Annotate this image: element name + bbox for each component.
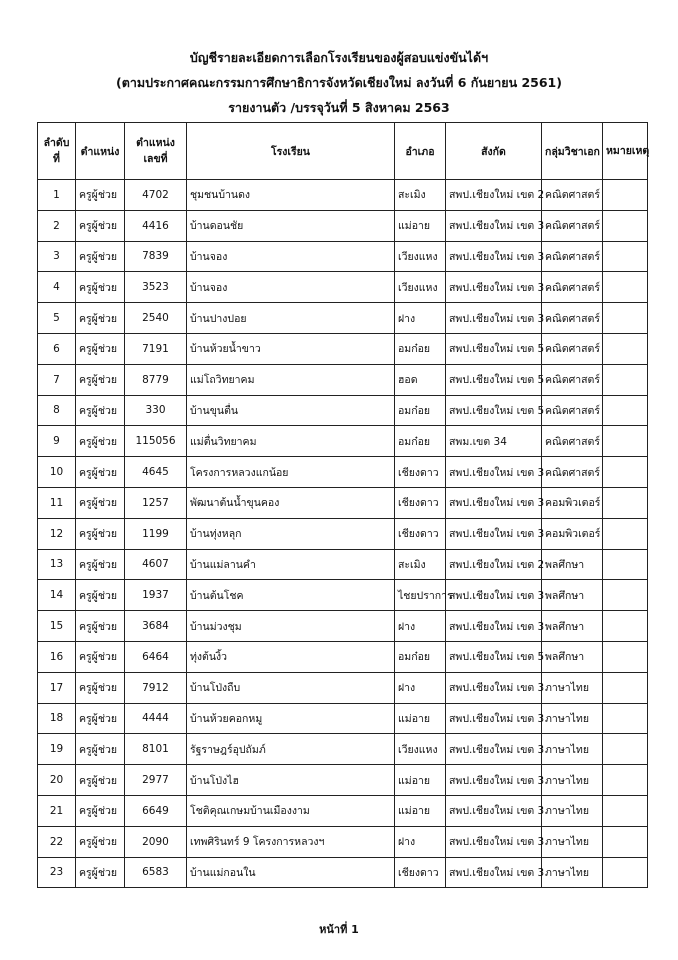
cell-position: ครูผู้ช่วย <box>76 826 125 857</box>
cell-subject: คณิตศาสตร์ <box>542 272 603 303</box>
cell-school: บ้านห้วยน้ำขาว <box>187 333 395 364</box>
cell-position-no: 6583 <box>125 857 187 888</box>
cell-position: ครูผู้ช่วย <box>76 611 125 642</box>
cell-position: ครูผู้ช่วย <box>76 580 125 611</box>
table-row <box>38 303 648 334</box>
cell-district: แม่อาย <box>395 765 446 796</box>
cell-subject: ภาษาไทย <box>542 734 603 765</box>
cell-no: 7 <box>38 364 76 395</box>
cell-district: ไชยปราการ <box>395 580 446 611</box>
cell-position: ครูผู้ช่วย <box>76 333 125 364</box>
cell-position: ครูผู้ช่วย <box>76 765 125 796</box>
cell-district: แม่อาย <box>395 703 446 734</box>
table-row <box>38 395 648 426</box>
cell-position-no: 7912 <box>125 672 187 703</box>
cell-no: 9 <box>38 426 76 457</box>
table-row <box>38 210 648 241</box>
col-header-no: ลำดับที่ <box>38 123 76 180</box>
table-row <box>38 180 648 211</box>
table-row <box>38 672 648 703</box>
table-row <box>38 549 648 580</box>
cell-remark <box>603 364 648 395</box>
cell-district: เวียงแหง <box>395 734 446 765</box>
cell-position: ครูผู้ช่วย <box>76 549 125 580</box>
table-row <box>38 426 648 457</box>
cell-no: 12 <box>38 518 76 549</box>
cell-subject: คอมพิวเตอร์ <box>542 518 603 549</box>
cell-subject: คณิตศาสตร์ <box>542 395 603 426</box>
cell-position: ครูผู้ช่วย <box>76 395 125 426</box>
cell-no: 20 <box>38 765 76 796</box>
cell-no: 14 <box>38 580 76 611</box>
cell-position-no: 2977 <box>125 765 187 796</box>
cell-no: 18 <box>38 703 76 734</box>
cell-subject: ภาษาไทย <box>542 795 603 826</box>
cell-subject: คณิตศาสตร์ <box>542 426 603 457</box>
cell-no: 15 <box>38 611 76 642</box>
cell-affiliation: สพป.เชียงใหม่ เขต 3 <box>446 210 542 241</box>
cell-subject: ภาษาไทย <box>542 672 603 703</box>
table-row <box>38 611 648 642</box>
cell-no: 11 <box>38 487 76 518</box>
cell-district: อมก๋อย <box>395 641 446 672</box>
cell-remark <box>603 518 648 549</box>
cell-subject: ภาษาไทย <box>542 826 603 857</box>
cell-affiliation: สพป.เชียงใหม่ เขต 3 <box>446 580 542 611</box>
cell-affiliation: สพป.เชียงใหม่ เขต 3 <box>446 672 542 703</box>
cell-school: โชติคุณเกษมบ้านเมืองงาม <box>187 795 395 826</box>
col-header-affiliation: สังกัด <box>446 123 542 180</box>
cell-affiliation: สพป.เชียงใหม่ เขต 3 <box>446 857 542 888</box>
col-header-position: ตำแหน่ง <box>76 123 125 180</box>
cell-remark <box>603 333 648 364</box>
table-row <box>38 857 648 888</box>
col-header-school: โรงเรียน <box>187 123 395 180</box>
cell-school: บ้านจอง <box>187 272 395 303</box>
cell-remark <box>603 426 648 457</box>
cell-district: ฝาง <box>395 611 446 642</box>
cell-subject: พลศึกษา <box>542 549 603 580</box>
table-row <box>38 734 648 765</box>
cell-no: 22 <box>38 826 76 857</box>
cell-subject: พลศึกษา <box>542 580 603 611</box>
cell-subject: คณิตศาสตร์ <box>542 180 603 211</box>
cell-school: โครงการหลวงแกน้อย <box>187 457 395 488</box>
cell-affiliation: สพป.เชียงใหม่ เขต 2 <box>446 180 542 211</box>
cell-affiliation: สพป.เชียงใหม่ เขต 3 <box>446 826 542 857</box>
cell-position: ครูผู้ช่วย <box>76 734 125 765</box>
cell-affiliation: สพป.เชียงใหม่ เขต 5 <box>446 641 542 672</box>
cell-district: เวียงแหง <box>395 272 446 303</box>
cell-remark <box>603 641 648 672</box>
table-row <box>38 580 648 611</box>
cell-district: เชียงดาว <box>395 518 446 549</box>
cell-remark <box>603 857 648 888</box>
table-row <box>38 641 648 672</box>
cell-affiliation: สพป.เชียงใหม่ เขต 3 <box>446 518 542 549</box>
cell-no: 23 <box>38 857 76 888</box>
col-header-subject: กลุ่มวิชาเอก <box>542 123 603 180</box>
cell-position: ครูผู้ช่วย <box>76 457 125 488</box>
table-row <box>38 518 648 549</box>
cell-school: บ้านปางปอย <box>187 303 395 334</box>
cell-position-no: 6464 <box>125 641 187 672</box>
table-row <box>38 703 648 734</box>
cell-school: บ้านต้นโชค <box>187 580 395 611</box>
cell-remark <box>603 395 648 426</box>
cell-district: เชียงดาว <box>395 457 446 488</box>
cell-school: บ้านม่วงชุม <box>187 611 395 642</box>
cell-district: อมก๋อย <box>395 333 446 364</box>
cell-remark <box>603 765 648 796</box>
cell-position-no: 3523 <box>125 272 187 303</box>
cell-remark <box>603 210 648 241</box>
cell-affiliation: สพป.เชียงใหม่ เขต 3 <box>446 457 542 488</box>
cell-subject: ภาษาไทย <box>542 857 603 888</box>
cell-subject: คณิตศาสตร์ <box>542 303 603 334</box>
cell-position: ครูผู้ช่วย <box>76 703 125 734</box>
cell-subject: คอมพิวเตอร์ <box>542 487 603 518</box>
cell-subject: คณิตศาสตร์ <box>542 210 603 241</box>
cell-district: ฮอด <box>395 364 446 395</box>
cell-position: ครูผู้ช่วย <box>76 180 125 211</box>
cell-no: 4 <box>38 272 76 303</box>
cell-school: เทพศิรินทร์ 9 โครงการหลวงฯ <box>187 826 395 857</box>
cell-remark <box>603 549 648 580</box>
cell-affiliation: สพป.เชียงใหม่ เขต 5 <box>446 395 542 426</box>
cell-no: 6 <box>38 333 76 364</box>
cell-affiliation: สพป.เชียงใหม่ เขต 3 <box>446 611 542 642</box>
cell-district: ฝาง <box>395 303 446 334</box>
cell-subject: พลศึกษา <box>542 641 603 672</box>
cell-remark <box>603 272 648 303</box>
cell-no: 8 <box>38 395 76 426</box>
cell-position: ครูผู้ช่วย <box>76 426 125 457</box>
cell-position-no: 330 <box>125 395 187 426</box>
cell-subject: ภาษาไทย <box>542 765 603 796</box>
cell-school: บ้านขุนตื่น <box>187 395 395 426</box>
table-row <box>38 826 648 857</box>
table-row <box>38 272 648 303</box>
cell-district: สะเมิง <box>395 549 446 580</box>
cell-school: แม่ตื่นวิทยาคม <box>187 426 395 457</box>
announcement-reference: (ตามประกาศคณะกรรมการศึกษาธิการจังหวัดเชียงใหม่ ลงวันที่ 6 กันยายน 2561) <box>116 75 562 90</box>
cell-position-no: 2090 <box>125 826 187 857</box>
cell-affiliation: สพป.เชียงใหม่ เขต 3 <box>446 272 542 303</box>
cell-position-no: 8779 <box>125 364 187 395</box>
cell-remark <box>603 487 648 518</box>
col-header-position-no: ตำแหน่งเลขที่ <box>125 123 187 180</box>
cell-no: 2 <box>38 210 76 241</box>
cell-affiliation: สพป.เชียงใหม่ เขต 3 <box>446 487 542 518</box>
cell-position-no: 1199 <box>125 518 187 549</box>
cell-no: 19 <box>38 734 76 765</box>
cell-position-no: 8101 <box>125 734 187 765</box>
page-number: หน้าที่ 1 <box>319 923 359 936</box>
cell-affiliation: สพป.เชียงใหม่ เขต 2 <box>446 549 542 580</box>
cell-no: 1 <box>38 180 76 211</box>
col-header-remark: หมายเหตุ <box>603 123 648 180</box>
cell-affiliation: สพป.เชียงใหม่ เขต 5 <box>446 364 542 395</box>
cell-no: 5 <box>38 303 76 334</box>
cell-affiliation: สพป.เชียงใหม่ เขต 3 <box>446 795 542 826</box>
table-row <box>38 241 648 272</box>
cell-no: 16 <box>38 641 76 672</box>
cell-district: แม่อาย <box>395 795 446 826</box>
cell-no: 3 <box>38 241 76 272</box>
cell-remark <box>603 457 648 488</box>
cell-position: ครูผู้ช่วย <box>76 364 125 395</box>
cell-district: เวียงแหง <box>395 241 446 272</box>
cell-remark <box>603 734 648 765</box>
cell-district: ฝาง <box>395 672 446 703</box>
cell-position-no: 4416 <box>125 210 187 241</box>
cell-school: ทุ่งต้นงิ้ว <box>187 641 395 672</box>
col-header-district: อำเภอ <box>395 123 446 180</box>
cell-no: 21 <box>38 795 76 826</box>
cell-position-no: 3684 <box>125 611 187 642</box>
cell-district: สะเมิง <box>395 180 446 211</box>
table-row <box>38 333 648 364</box>
cell-affiliation: สพป.เชียงใหม่ เขต 5 <box>446 333 542 364</box>
cell-remark <box>603 303 648 334</box>
cell-affiliation: สพป.เชียงใหม่ เขต 3 <box>446 734 542 765</box>
cell-remark <box>603 580 648 611</box>
cell-subject: คณิตศาสตร์ <box>542 241 603 272</box>
cell-subject: ภาษาไทย <box>542 703 603 734</box>
cell-district: อมก๋อย <box>395 426 446 457</box>
cell-district: อมก๋อย <box>395 395 446 426</box>
cell-position: ครูผู้ช่วย <box>76 303 125 334</box>
cell-remark <box>603 611 648 642</box>
cell-school: บ้านทุ่งหลุก <box>187 518 395 549</box>
cell-no: 13 <box>38 549 76 580</box>
table-row <box>38 364 648 395</box>
cell-affiliation: สพป.เชียงใหม่ เขต 3 <box>446 303 542 334</box>
cell-district: เชียงดาว <box>395 487 446 518</box>
table-row <box>38 457 648 488</box>
cell-school: บ้านห้วยคอกหมู <box>187 703 395 734</box>
cell-position-no: 4444 <box>125 703 187 734</box>
cell-school: รัฐราษฎร์อุปถัมภ์ <box>187 734 395 765</box>
cell-school: บ้านโป่งไฮ <box>187 765 395 796</box>
cell-position-no: 2540 <box>125 303 187 334</box>
cell-remark <box>603 180 648 211</box>
cell-remark <box>603 826 648 857</box>
cell-subject: คณิตศาสตร์ <box>542 364 603 395</box>
report-date: รายงานตัว /บรรจุวันที่ 5 สิงหาคม 2563 <box>228 100 450 115</box>
cell-affiliation: สพป.เชียงใหม่ เขต 3 <box>446 765 542 796</box>
cell-school: ชุมชนบ้านดง <box>187 180 395 211</box>
cell-remark <box>603 703 648 734</box>
cell-affiliation: สพม.เขต 34 <box>446 426 542 457</box>
cell-school: บ้านแม่ลานคำ <box>187 549 395 580</box>
cell-position: ครูผู้ช่วย <box>76 487 125 518</box>
cell-position: ครูผู้ช่วย <box>76 672 125 703</box>
cell-no: 10 <box>38 457 76 488</box>
cell-position: ครูผู้ช่วย <box>76 795 125 826</box>
cell-position: ครูผู้ช่วย <box>76 272 125 303</box>
school-selection-table <box>37 122 648 888</box>
table-row <box>38 487 648 518</box>
cell-position-no: 7191 <box>125 333 187 364</box>
cell-subject: คณิตศาสตร์ <box>542 333 603 364</box>
cell-position-no: 4645 <box>125 457 187 488</box>
cell-school: บ้านจอง <box>187 241 395 272</box>
table-header-row <box>38 123 648 180</box>
table-row <box>38 765 648 796</box>
cell-position-no: 6649 <box>125 795 187 826</box>
cell-school: บ้านดอนชัย <box>187 210 395 241</box>
cell-school: บ้านแม่กอนใน <box>187 857 395 888</box>
cell-position-no: 4607 <box>125 549 187 580</box>
cell-subject: คณิตศาสตร์ <box>542 457 603 488</box>
cell-position-no: 4702 <box>125 180 187 211</box>
cell-position-no: 115056 <box>125 426 187 457</box>
cell-district: ฝาง <box>395 826 446 857</box>
cell-position: ครูผู้ช่วย <box>76 641 125 672</box>
cell-district: แม่อาย <box>395 210 446 241</box>
cell-position-no: 1257 <box>125 487 187 518</box>
cell-position: ครูผู้ช่วย <box>76 241 125 272</box>
cell-district: เชียงดาว <box>395 857 446 888</box>
cell-position: ครูผู้ช่วย <box>76 210 125 241</box>
cell-position: ครูผู้ช่วย <box>76 518 125 549</box>
cell-subject: พลศึกษา <box>542 611 603 642</box>
cell-no: 17 <box>38 672 76 703</box>
cell-affiliation: สพป.เชียงใหม่ เขต 3 <box>446 703 542 734</box>
cell-position-no: 7839 <box>125 241 187 272</box>
cell-remark <box>603 241 648 272</box>
document-title: บัญชีรายละเอียดการเลือกโรงเรียนของผู้สอบแข่งขันได้ฯ <box>189 50 489 65</box>
cell-remark <box>603 672 648 703</box>
cell-position: ครูผู้ช่วย <box>76 857 125 888</box>
cell-remark <box>603 795 648 826</box>
cell-school: บ้านโป่งถืบ <box>187 672 395 703</box>
table-row <box>38 795 648 826</box>
cell-affiliation: สพป.เชียงใหม่ เขต 3 <box>446 241 542 272</box>
cell-position-no: 1937 <box>125 580 187 611</box>
cell-school: แม่โถวิทยาคม <box>187 364 395 395</box>
cell-school: พัฒนาต้นน้ำขุนคอง <box>187 487 395 518</box>
